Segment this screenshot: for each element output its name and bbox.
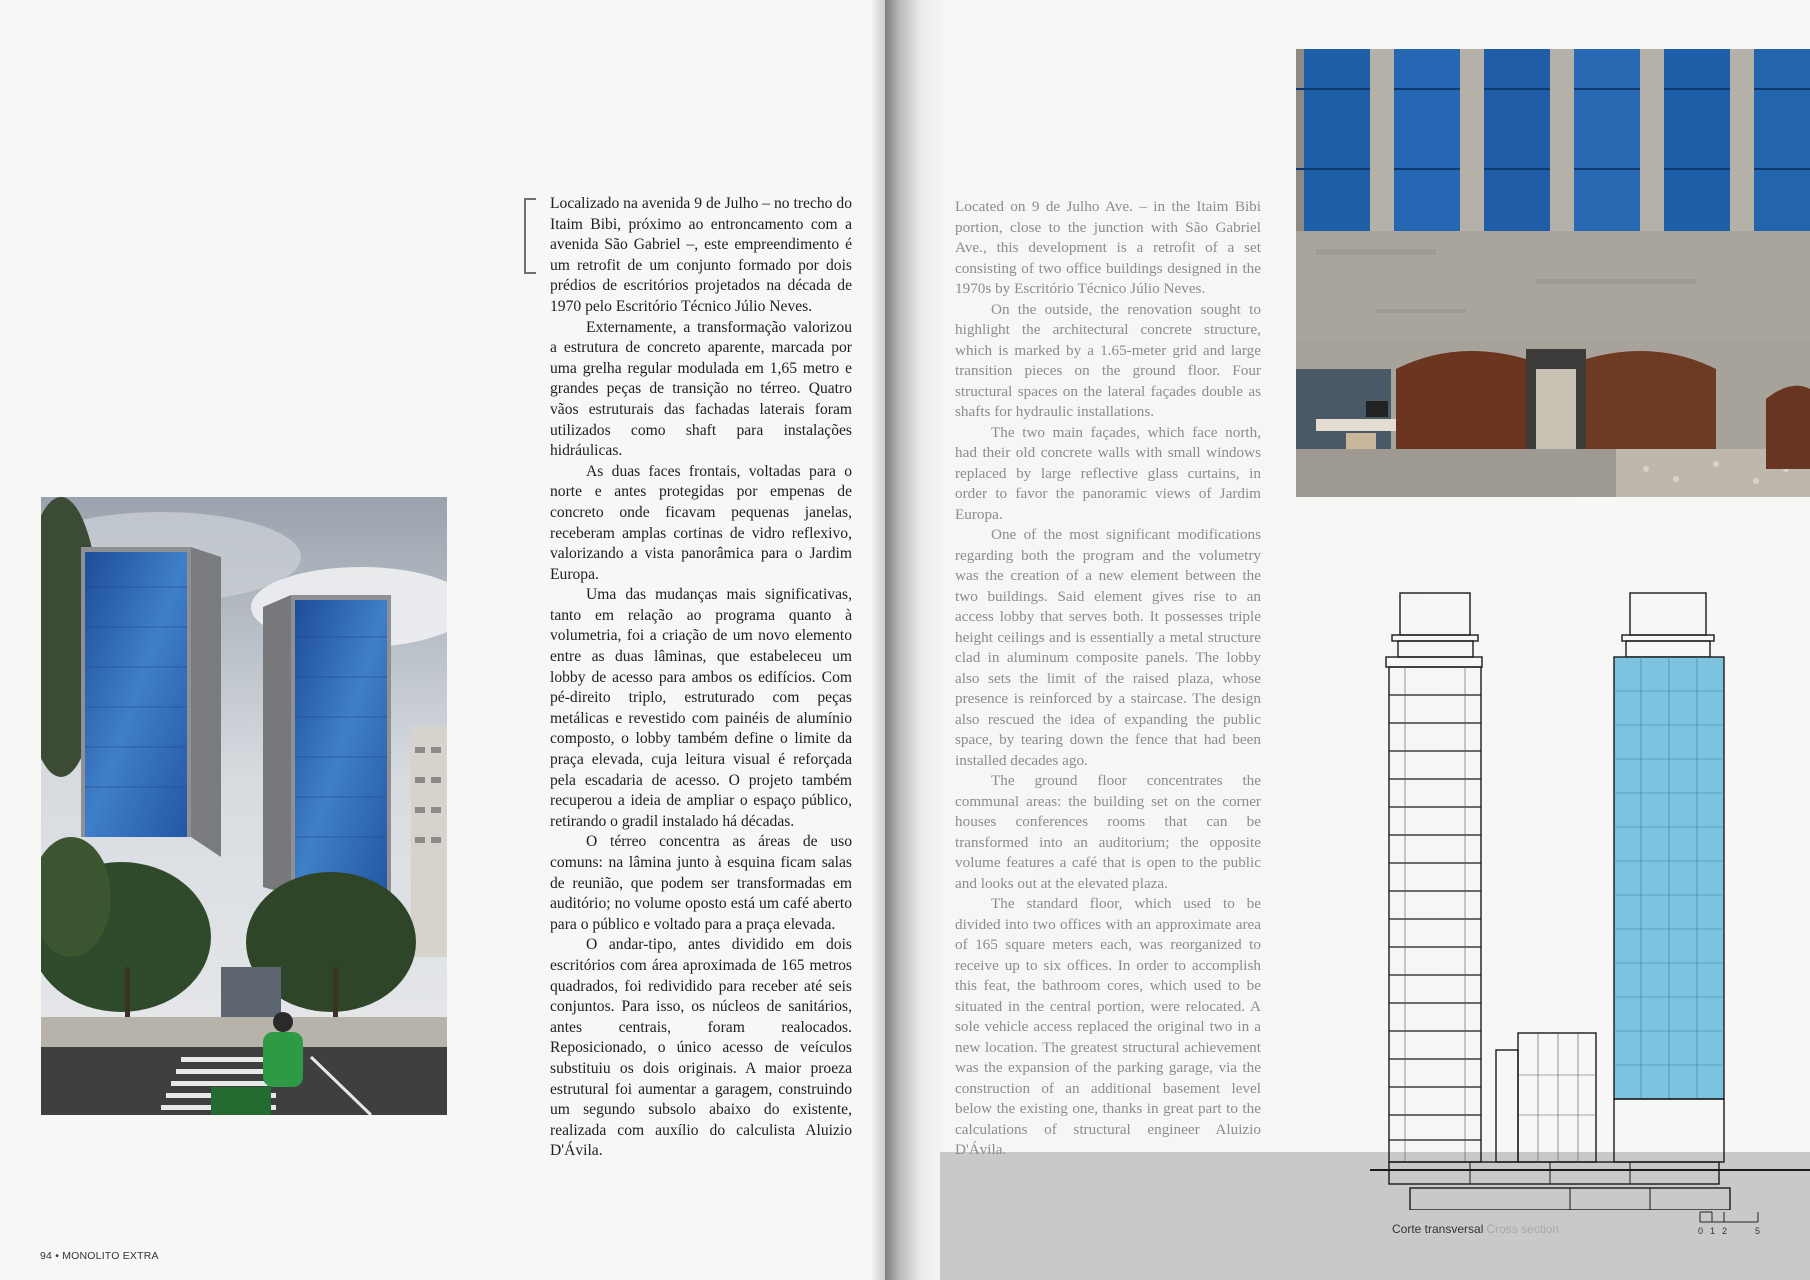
caption-english: Cross section (1486, 1222, 1560, 1236)
page-folio: 94 • MONOLITO EXTRA (40, 1250, 159, 1262)
scale-label-1: 1 (1710, 1226, 1716, 1236)
opening-bracket (524, 198, 536, 274)
pt-paragraph-3: As duas faces frontais, voltadas para o norte e antes protegidas por empenas de concreto onde ficavam pequenas janelas, receberam amplas cortinas de vidro reflexivo, valorizando a vista panorâmica para o Jardim Europa. (550, 462, 852, 583)
en-paragraph-1: Located on 9 de Julho Ave. – in the Itaim Bibi portion, close to the junction with São Gabriel Ave., this development is a retrofit of a set consisting of two office buildings designed in the 1970s by Escritório Técnico Júlio Neves. (955, 198, 1261, 297)
en-paragraph-3: The two main façades, which face north, had their old concrete walls with small windows replaced by large reflective glass curtains, in order to favor the panoramic views of Jardim Europa. (955, 423, 1261, 523)
left-page (0, 0, 885, 1280)
pt-paragraph-5: O térreo concentra as áreas de uso comuns: na lâmina junto à esquina ficam salas de reunião, que podem ser transformadas em auditório; no volume oposto está um café aberto para o público e voltado para a praça elevada. (550, 833, 852, 933)
lobby-entrance-photo (1296, 49, 1810, 497)
pt-paragraph-6: O andar-tipo, antes dividido em dois escritórios com área aproximada de 165 metros quadrados, foi redividido para receber até seis conjuntos. Para isso, os núcleos de sanitários, antes centrais, foram realocados. Reposicionado, o único acesso de veículos substituiu os dois originais. A maior proeza estrutural foi aumentar a garagem, construindo um segundo subsolo abaixo do existente, realizada com auxílio do calculista Aluizio D'Ávila. (550, 936, 852, 1160)
pt-paragraph-4: Uma das mudanças mais significativas, tanto em relação ao programa quanto à volumetria, foi a criação de um novo elemento entre as duas lâminas, que estabeleceu um lobby de acesso para ambos os edifícios. Com pé-direito triplo, estruturado com peças metálicas e revestido com painéis de alumínio composto, o lobby também define o limite da praça elevada, cuja leitura visual é reforçada pela escadaria de acesso. O projeto também recuperou a ideia de ampliar o espaço público, retirando o gradil instalado há décadas. (550, 586, 852, 830)
cross-section-drawing (1370, 585, 1810, 1210)
scale-label-0: 0 (1698, 1226, 1704, 1236)
en-paragraph-2: On the outside, the renovation sought to highlight the architectural concrete structure, which is marked by a 1.65-meter grid and large transition pieces on the ground floor. Four structural spaces on the lateral façades double as shafts for hydraulic installations. (955, 300, 1261, 420)
towers-street-photo (41, 497, 447, 1115)
en-paragraph-5: The ground floor concentrates the communal areas: the building set on the corner houses conferences rooms that can be transformed into an auditorium; the opposite volume features a café that is open to the public and looks out at the elevated plaza. (955, 772, 1261, 892)
portuguese-body-text (550, 194, 852, 1162)
scale-label-2: 2 (1722, 1226, 1728, 1236)
section-caption (1392, 1222, 1559, 1236)
pt-paragraph-2: Externamente, a transformação valorizou a estrutura de concreto aparente, marcada por uma grelha regular modulada em 1,65 metro e grandes peças de transição no térreo. Quatro vãos estruturais das fachadas laterais foram utilizados como shaft para instalações hidráulicas. (550, 318, 852, 460)
en-paragraph-6: The standard floor, which used to be divided into two offices with an approximate area of 165 square meters each, was reorganized to receive up to six offices. In order to accomplish this feat, the bathroom cores, which used to be situated in the central portion, were relocated. A sole vehicle access replaced the original two in a new location. The greatest structural achievement was the expansion of the parking garage, via the construction of an additional basement level below the existing one, thanks in great part to the calculations of structural engineer Aluizio D'Ávila. (955, 895, 1261, 1158)
en-paragraph-4: One of the most significant modifications regarding both the program and the volumetry was the creation of a new element between the two buildings. Said element gives rise to an access lobby that serves both. It possesses triple height ceilings and is essentially a metal structure clad in aluminum composite panels. The lobby also sets the limit of the raised plaza, whose presence is reinforced by a staircase. The design also rescued the idea of expanding the public space, by tearing down the fence that had been installed decades ago. (955, 526, 1261, 769)
caption-portuguese: Corte transversal (1392, 1222, 1484, 1236)
scale-bar (1698, 1210, 1760, 1240)
scale-label-5: 5 (1755, 1226, 1761, 1236)
pt-paragraph-1: Localizado na avenida 9 de Julho – no trecho do Itaim Bibi, próximo ao entroncamento com a avenida São Gabriel –, este empreendimento é um retrofit de um conjunto formado por dois prédios de escritórios projetados na década de 1970 pelo Escritório Técnico Júlio Neves. (550, 195, 852, 315)
english-body-text (955, 197, 1261, 1161)
